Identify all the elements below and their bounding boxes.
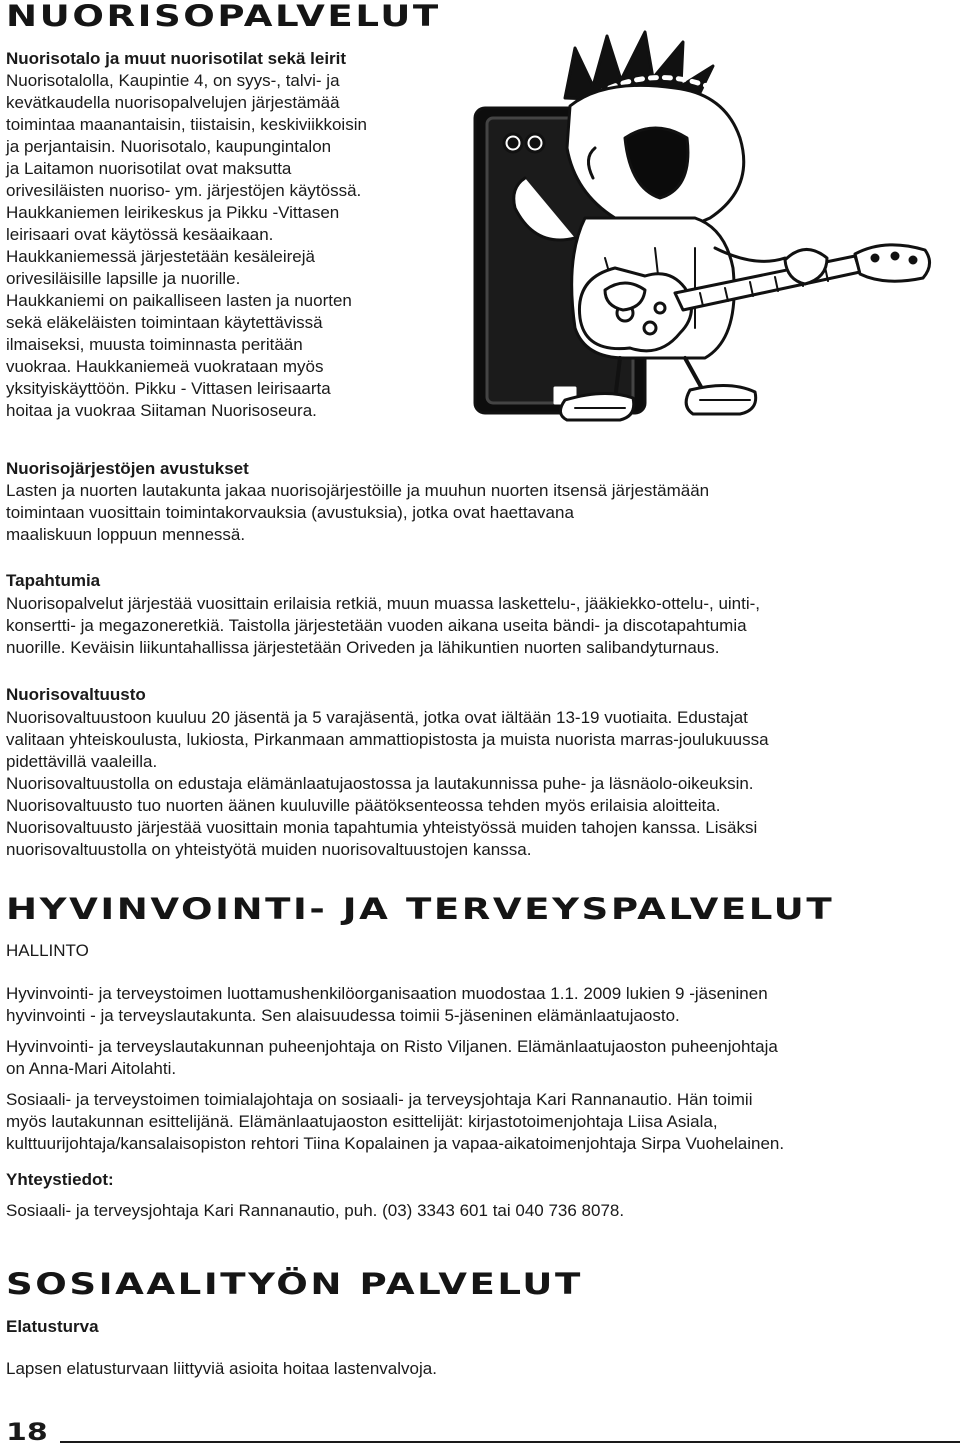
text-line: Lasten ja nuorten lautakunta jakaa nuorisojärjestöille ja muuhun nuorten itsensä järjestämään [6,481,710,500]
intro-line: orivesiläisten nuoriso- ym. järjestöjen käytössä. [6,181,362,200]
events-paragraph [6,593,956,659]
youth-intro-block [6,48,446,422]
intro-line: ja perjantaisin. Nuorisotalo, kaupungintalon [6,137,332,156]
intro-line: Haukkaniemen leirikeskus ja Pikku -Vittasen [6,203,340,222]
intro-line: yksityiskäyttöön. Pikku - Vittasen leirisaarta [6,379,331,398]
text-line: nuorille. Keväisin liikuntahallissa järjestetään Oriveden ja lähikuntien nuorten salibandyturnaus. [6,638,720,657]
text-line: Nuorisovaltuusto järjestää vuosittain monia tapahtumia yhteistyössä muiden tahojen kanssa. Lisäksi [6,818,758,837]
contacts-heading: Yhteystiedot: [6,1170,114,1189]
text-line: Sosiaali- ja terveystoimen toimialajohtaja on sosiaali- ja terveysjohtaja Kari Rannanautio. Hän toimii [6,1090,753,1109]
text-line: myös lautakunnan esittelijänä. Elämänlaatujaoston esittelijät: kirjastotoimenjohtaja Liisa Asiala, [6,1112,718,1131]
admin-heading: HALLINTO [6,941,89,960]
grants-heading: Nuorisojärjestöjen avustukset [6,459,249,478]
intro-line: Haukkaniemi on paikalliseen lasten ja nuorten [6,291,352,310]
intro-line: sekä eläkeläisten toimintaan käytettävissä [6,313,323,332]
intro-line: kevätkaudella nuorisopalvelujen järjestämää [6,93,340,112]
contacts-line: Sosiaali- ja terveysjohtaja Kari Rannanautio, puh. (03) 3343 601 tai 040 736 8078. [6,1201,625,1220]
intro-line: Haukkaniemessä järjestetään kesäleirejä [6,247,315,266]
grants-paragraph [6,480,956,546]
text-line: maaliskuun loppuun mennessä. [6,525,246,544]
text-line: valitaan yhteiskoulusta, lukiosta, Pirkanmaan ammattiopistosta ja muista nuorista marras-joulukuussa [6,730,769,749]
section-title-social: SOSIAALITYÖN PALVELUT [6,1267,583,1301]
intro-line: vuokraa. Haukkaniemeä vuokrataan myös [6,357,324,376]
text-line: nuorisovaltuustolla on yhteistyötä muiden nuorisovaltuustojen kanssa. [6,840,532,859]
footer-rule [60,1441,960,1443]
intro-line: Nuorisotalolla, Kaupintie 4, on syys-, talvi- ja [6,71,340,90]
council-heading: Nuorisovaltuusto [6,685,146,704]
health-paragraph-3 [6,1089,956,1155]
council-paragraph [6,707,956,861]
guitarist-cartoon-illustration [455,28,955,428]
intro-line: leirisaari ovat käytössä kesäaikaan. [6,225,274,244]
text-line: Nuorisovaltuustolla on edustaja elämänlaatujaostossa ja lautakunnissa puhe- ja läsnäolo-oikeuksin. [6,774,754,793]
intro-line: ja Laitamon nuorisotilat ovat maksutta [6,159,292,178]
text-line: hyvinvointi - ja terveyslautakunta. Sen alaisuudessa toimii 5-jäseninen elämänlaatujaosto. [6,1006,680,1025]
health-paragraph-2 [6,1036,956,1080]
page-number: 18 [6,1418,48,1446]
intro-line: hoitaa ja vuokraa Siitaman Nuorisoseura. [6,401,317,420]
intro-line: orivesiläisille lapsille ja nuorille. [6,269,241,288]
text-line: Nuorisovaltuusto tuo nuorten äänen kuuluville päätöksenteossa tehden myös erilaisia aloitteita. [6,796,721,815]
text-line: toimintaan vuosittain toimintakorvauksia (avustuksia), jotka ovat haettavana [6,503,574,522]
text-line: konsertti- ja megazoneretkiä. Taistolla järjestetään vuoden aikana useita bändi- ja discotapahtumia [6,616,747,635]
intro-line: toimintaa maanantaisin, tiistaisin, keskiviikkoisin [6,115,367,134]
text-line: kulttuurijohtaja/kansalaisopiston rehtori Tiina Kopalainen ja vapaa-aikatoimenjohtaja Sirpa Vuohelainen. [6,1134,785,1153]
health-paragraph-1 [6,983,956,1027]
text-line: pidettävillä vaaleilla. [6,752,158,771]
text-line: Hyvinvointi- ja terveyslautakunnan puheenjohtaja on Risto Viljanen. Elämänlaatujaoston puheenjohtaja [6,1037,778,1056]
events-heading: Tapahtumia [6,571,101,590]
support-heading: Elatusturva [6,1317,99,1336]
text-line: Nuorisovaltuustoon kuuluu 20 jäsentä ja 5 varajäsentä, jotka ovat iältään 13-19 vuotiaita. Edustajat [6,708,748,727]
section-title-health: HYVINVOINTI- JA TERVEYSPALVELUT [6,892,835,926]
intro-line: ilmaiseksi, muusta toiminnasta peritään [6,335,303,354]
support-line: Lapsen elatusturvaan liittyviä asioita hoitaa lastenvalvoja. [6,1359,437,1378]
text-line: on Anna-Mari Aitolahti. [6,1059,177,1078]
intro-heading: Nuorisotalo ja muut nuorisotilat sekä leirit [6,49,347,68]
text-line: Nuorisopalvelut järjestää vuosittain erilaisia retkiä, muun muassa laskettelu-, jääkiekko-ottelu-, uinti-, [6,594,761,613]
section-title-youth: NUORISOPALVELUT [6,0,441,33]
text-line: Hyvinvointi- ja terveystoimen luottamushenkilöorganisaation muodostaa 1.1. 2009 lukien 9 -jäseninen [6,984,768,1003]
